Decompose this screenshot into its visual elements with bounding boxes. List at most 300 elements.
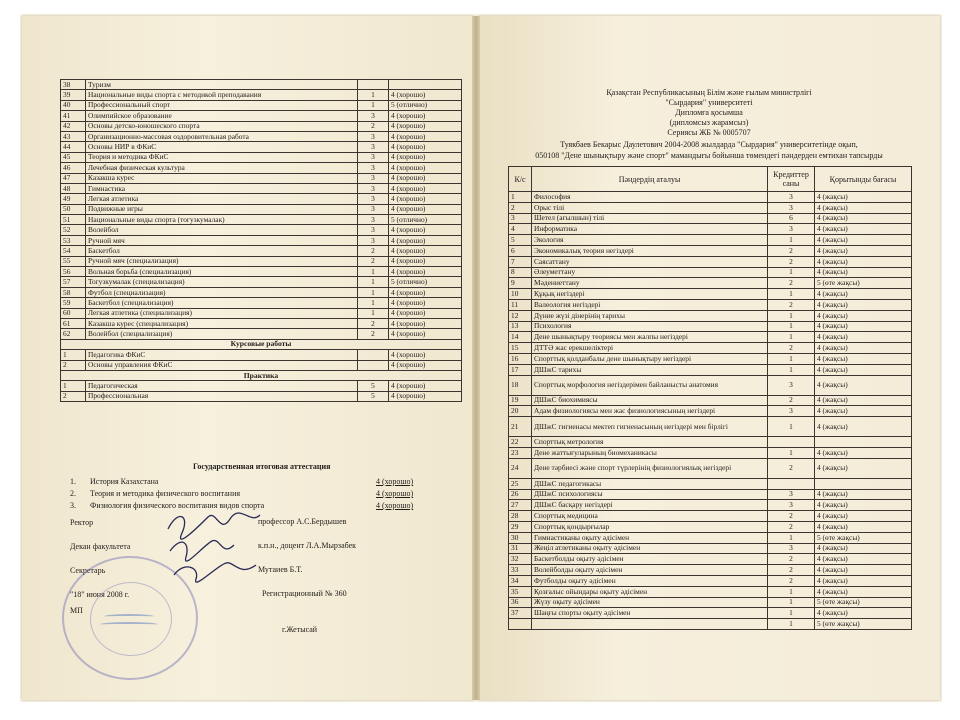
table-row [509, 245, 912, 256]
subject-name: Ручной мяч [86, 235, 358, 245]
table-row [61, 173, 462, 183]
table-row [61, 215, 462, 225]
subject-name: Жүзу оқыту әдісімен [532, 597, 768, 608]
grade-value: 4 (жақсы) [815, 608, 912, 619]
credit-value: 1 [358, 287, 389, 297]
table-row [61, 267, 462, 277]
grade-value: 4 (жақсы) [815, 406, 912, 417]
table-row [61, 381, 462, 391]
subject-name: Жеңіл атлетиканы оқыту әдісімен [532, 543, 768, 554]
row-number: 31 [509, 543, 532, 554]
subject-name: Құқық негіздері [532, 289, 768, 300]
table-row [61, 121, 462, 131]
credit-value: 3 [358, 215, 389, 225]
table-row [61, 90, 462, 100]
grade-value: 4 (хорошо) [389, 256, 462, 266]
subject-name: Спорттық морфология негіздерімен байланысты анатомия [532, 375, 768, 395]
credit-value: 1 [768, 586, 815, 597]
row-number: 40 [61, 100, 86, 110]
subject-name: Психология [532, 321, 768, 332]
grade-value: 4 (жақсы) [815, 364, 912, 375]
row-number: 44 [61, 142, 86, 152]
grade-value: 4 (хорошо) [389, 308, 462, 318]
grade-value: 4 (жақсы) [815, 489, 912, 500]
row-number: 61 [61, 318, 86, 328]
subject-name: Теория и методика ФКиС [86, 152, 358, 162]
subject-name: Спорттық метрология [532, 437, 768, 448]
row-number: 28 [509, 511, 532, 522]
table-row [509, 321, 912, 332]
grade-value: 4 (хорошо) [389, 111, 462, 121]
grade-value: 4 (жақсы) [815, 447, 912, 458]
credit-value: 3 [358, 235, 389, 245]
table-row [509, 521, 912, 532]
credit-value: 1 [768, 447, 815, 458]
row-number: 18 [509, 375, 532, 395]
row-number: 50 [61, 204, 86, 214]
row-number: 9 [509, 278, 532, 289]
row-number: 54 [61, 246, 86, 256]
secretary-label: Секретарь [70, 566, 106, 575]
row-number: 22 [509, 437, 532, 448]
col-credit-header: Кредиттер саны [768, 167, 815, 192]
row-number: 21 [509, 417, 532, 437]
row-number: 33 [509, 565, 532, 576]
subject-name: Баскетбол [86, 246, 358, 256]
credit-value: 3 [358, 194, 389, 204]
credit-value: 1 [358, 308, 389, 318]
table-row [509, 447, 912, 458]
grade-value [815, 437, 912, 448]
credit-value: 3 [358, 183, 389, 193]
table-row [61, 277, 462, 287]
secretary-name: Мутаиев Б.Т. [258, 565, 303, 574]
credit-value: 1 [768, 289, 815, 300]
row-number: 26 [509, 489, 532, 500]
row-number: 47 [61, 173, 86, 183]
subject-name: ДШжС басқару негіздері [532, 500, 768, 511]
row-number: 1 [509, 192, 532, 203]
grade-value: 4 (хорошо) [389, 267, 462, 277]
grade-value: 4 (жақсы) [815, 353, 912, 364]
table-row [509, 478, 912, 489]
credit-value: 2 [768, 458, 815, 478]
attestation-number: 2. [70, 489, 76, 498]
subject-name: Волейбол (специализация) [86, 329, 358, 339]
subject-name: Национальные виды спорта (тогузкумалак) [86, 215, 358, 225]
grade-value: 4 (жақсы) [815, 586, 912, 597]
table-row [61, 163, 462, 173]
grade-value: 4 (хорошо) [389, 350, 462, 360]
row-number: 42 [61, 121, 86, 131]
grade-value: 4 (жақсы) [815, 224, 912, 235]
row-number: 6 [509, 245, 532, 256]
table-row [509, 554, 912, 565]
mp-label: МП [70, 606, 83, 615]
subject-name: Экономикалық теория негіздері [532, 245, 768, 256]
grade-value: 4 (жақсы) [815, 202, 912, 213]
subject-name: Әлеуметтану [532, 267, 768, 278]
subject-name: Основы НИР в ФКиС [86, 142, 358, 152]
grade-value: 4 (хорошо) [389, 318, 462, 328]
row-number: 27 [509, 500, 532, 511]
grade-value: 5 (отлично) [389, 215, 462, 225]
university-heading: "Сырдария" университеті [665, 98, 753, 107]
row-number: 52 [61, 225, 86, 235]
registration-number: Регистрационный № 360 [262, 589, 347, 598]
grade-value: 4 (хорошо) [389, 235, 462, 245]
subject-name: Информатика [532, 224, 768, 235]
subject-name: Тогузкумалак (специализация) [86, 277, 358, 287]
city-text: г.Жетысай [282, 625, 318, 634]
table-row [509, 489, 912, 500]
table-row [61, 235, 462, 245]
grade-value: 4 (жақсы) [815, 543, 912, 554]
grade-value: 4 (жақсы) [815, 395, 912, 406]
subject-name: Валеология негіздері [532, 299, 768, 310]
subject-name: Баскетбол (специализация) [86, 298, 358, 308]
subject-name: Основы детско-юношеского спорта [86, 121, 358, 131]
credit-value: 3 [358, 131, 389, 141]
table-row [509, 437, 912, 448]
table-row [509, 267, 912, 278]
row-number: 2 [509, 202, 532, 213]
attestation-grade: 4 (хорошо) [376, 477, 414, 486]
credit-value: 2 [358, 246, 389, 256]
row-number: 29 [509, 521, 532, 532]
table-row [509, 458, 912, 478]
grade-value: 4 (жақсы) [815, 332, 912, 343]
row-number: 23 [509, 447, 532, 458]
grade-value: 4 (хорошо) [389, 152, 462, 162]
credit-value: 3 [768, 202, 815, 213]
credit-value: 3 [358, 225, 389, 235]
credit-value: 3 [768, 489, 815, 500]
grade-value: 5 (отлично) [389, 277, 462, 287]
subject-name: Туризм [86, 80, 358, 90]
credit-value: 1 [768, 310, 815, 321]
table-row [509, 353, 912, 364]
grade-value: 4 (жақсы) [815, 192, 912, 203]
credit-value: 6 [768, 213, 815, 224]
row-number: 46 [61, 163, 86, 173]
credit-value: 5 [358, 381, 389, 391]
table-row [509, 192, 912, 203]
subject-name: Спорттық қолданбалы дене шынықтыру негіздері [532, 353, 768, 364]
table-row [509, 597, 912, 608]
grade-value: 4 (жақсы) [815, 343, 912, 354]
grade-value: 5 (өте жақсы) [815, 278, 912, 289]
grade-value: 4 (жақсы) [815, 299, 912, 310]
table-row [61, 100, 462, 110]
attestation-subject: Физиология физического воспитания видов спорта [90, 501, 265, 510]
subject-name: Дене жаттығуларының биомеханикасы [532, 447, 768, 458]
subject-name: ДШжС биохимиясы [532, 395, 768, 406]
credit-value: 2 [358, 318, 389, 328]
table-row [61, 360, 462, 370]
credit-value: 2 [768, 511, 815, 522]
credit-value: 2 [358, 121, 389, 131]
row-number: 37 [509, 608, 532, 619]
grade-value: 4 (хорошо) [389, 287, 462, 297]
ministry-heading: Қазақстан Республикасының Білім және ғылым министрлігі [606, 88, 812, 97]
credit-value: 3 [358, 163, 389, 173]
row-number: 25 [509, 478, 532, 489]
subject-name: Профессиональная [86, 391, 358, 401]
credit-value: 3 [768, 406, 815, 417]
table-row [509, 224, 912, 235]
row-number: 51 [61, 215, 86, 225]
subject-name: Футболды оқыту әдісімен [532, 575, 768, 586]
credit-value [358, 350, 389, 360]
grade-value: 5 (өте жақсы) [815, 532, 912, 543]
row-number: 14 [509, 332, 532, 343]
grade-value: 4 (жақсы) [815, 458, 912, 478]
dean-name: к.п.н., доцент Л.А.Мырзабек [258, 541, 357, 550]
table-row [509, 202, 912, 213]
credit-value: 2 [358, 329, 389, 339]
attestation-grade: 4 (хорошо) [376, 501, 414, 510]
table-row [509, 375, 912, 395]
subject-name: Экология [532, 235, 768, 246]
invalid-note: (дипломсыз жарамсыз) [669, 118, 749, 127]
credit-value: 5 [358, 391, 389, 401]
table-row [509, 310, 912, 321]
row-number: 57 [61, 277, 86, 287]
specialty-line: 050108 "Дене шынықтыру және спорт" мамандығы бойынша төмендегі пәндерден емтихан тапсырды [535, 151, 883, 160]
grade-value: 4 (хорошо) [389, 183, 462, 193]
subject-name: ДТТӘ жас ерекшеліктері [532, 343, 768, 354]
table-row [61, 246, 462, 256]
credit-value: 2 [768, 554, 815, 565]
row-number: 56 [61, 267, 86, 277]
table-row [61, 298, 462, 308]
grade-value: 5 (өте жақсы) [815, 597, 912, 608]
subject-name: Подвижные игры [86, 204, 358, 214]
credit-value: 1 [768, 608, 815, 619]
grade-value: 5 (өте жақсы) [815, 619, 912, 630]
row-number: 16 [509, 353, 532, 364]
subject-name: Шетел (ағылшын) тілі [532, 213, 768, 224]
credit-value: 2 [358, 256, 389, 266]
table-row [509, 417, 912, 437]
table-row [509, 235, 912, 246]
series-number: Сериясы ЖБ № 0005707 [667, 128, 751, 137]
credit-value: 2 [768, 299, 815, 310]
subject-name: Организационно-массовая оздоровительная работа [86, 131, 358, 141]
table-row [61, 350, 462, 360]
table-row [509, 619, 912, 630]
table-row [61, 204, 462, 214]
subject-name: ДШжС педагогикасы [532, 478, 768, 489]
grade-value: 4 (хорошо) [389, 194, 462, 204]
supplement-heading: Дипломға қосымша [675, 108, 743, 117]
row-number: 19 [509, 395, 532, 406]
credit-value [768, 478, 815, 489]
table-row [509, 500, 912, 511]
subject-name: Философия [532, 192, 768, 203]
attestation-number: 3. [70, 501, 76, 510]
table-row [509, 332, 912, 343]
stamp-wave [104, 614, 154, 619]
subject-name: Футбол (специализация) [86, 287, 358, 297]
grade-value: 4 (жақсы) [815, 375, 912, 395]
table-row [509, 406, 912, 417]
table-row [61, 183, 462, 193]
attestation-number: 1. [70, 477, 76, 486]
credit-value: 3 [768, 500, 815, 511]
credit-value: 3 [768, 192, 815, 203]
subject-name: Вольная борьба (специализация) [86, 267, 358, 277]
credit-value: 2 [768, 565, 815, 576]
subject-name: Профессиональный спорт [86, 100, 358, 110]
table-row [509, 608, 912, 619]
subject-name: Орыс тілі [532, 202, 768, 213]
subject-name: Казакша курес [86, 173, 358, 183]
section-row [61, 339, 462, 349]
grade-value: 4 (жақсы) [815, 554, 912, 565]
credit-value: 1 [768, 267, 815, 278]
table-row [61, 142, 462, 152]
grade-value: 4 (жақсы) [815, 417, 912, 437]
col-number-header: К/с [509, 167, 532, 192]
credit-value: 2 [768, 575, 815, 586]
credit-value: 1 [768, 597, 815, 608]
row-number: 39 [61, 90, 86, 100]
table-row [61, 225, 462, 235]
subject-name: Ручной мяч (специализация) [86, 256, 358, 266]
signature-scribbles [160, 505, 270, 585]
grade-value [389, 80, 462, 90]
table-row [61, 287, 462, 297]
subject-name: Лечебная физическая культура [86, 163, 358, 173]
subject-name: Баскетболды оқыту әдісімен [532, 554, 768, 565]
credit-value: 1 [768, 353, 815, 364]
table-row [509, 543, 912, 554]
date-text: "18" июня 2008 г. [70, 590, 130, 599]
table-row [61, 152, 462, 162]
right-grades-table [508, 166, 912, 630]
subject-name: Легкая атлетика (специализация) [86, 308, 358, 318]
table-row [509, 364, 912, 375]
col-subject-header: Пәндердің аталуы [532, 167, 768, 192]
subject-name: Волейбол [86, 225, 358, 235]
row-number: 59 [61, 298, 86, 308]
table-row [61, 256, 462, 266]
credit-value: 2 [768, 521, 815, 532]
credit-value: 1 [358, 298, 389, 308]
row-number: 17 [509, 364, 532, 375]
subject-name: Гимнастика [86, 183, 358, 193]
attestation-subject: История Казахстана [90, 477, 159, 486]
credit-value: 1 [768, 619, 815, 630]
credit-value: 2 [768, 343, 815, 354]
table-row [509, 213, 912, 224]
row-number: 43 [61, 131, 86, 141]
credit-value [358, 80, 389, 90]
left-grades-table [60, 79, 462, 402]
subject-name: Адам физиологиясы мен жас физиологиясының негіздері [532, 406, 768, 417]
row-number: 1 [61, 350, 86, 360]
table-row [509, 299, 912, 310]
grade-value: 4 (жақсы) [815, 213, 912, 224]
grade-value: 4 (жақсы) [815, 289, 912, 300]
credit-value: 2 [768, 245, 815, 256]
subject-name: Қозғалыс ойындары оқыту әдісімен [532, 586, 768, 597]
credit-value: 3 [358, 142, 389, 152]
row-number: 34 [509, 575, 532, 586]
row-number: 5 [509, 235, 532, 246]
grade-value: 4 (жақсы) [815, 235, 912, 246]
row-number: 55 [61, 256, 86, 266]
grade-value: 4 (хорошо) [389, 90, 462, 100]
subject-name: ДШжС гигиенасы мектеп гигиенасының негіздері мен бірлігі [532, 417, 768, 437]
subject-name: Дене шынықтыру теориясы мен жалпы негіздері [532, 332, 768, 343]
grade-value: 4 (хорошо) [389, 131, 462, 141]
table-row [61, 318, 462, 328]
grade-value [815, 478, 912, 489]
subject-name [532, 619, 768, 630]
credit-value: 1 [768, 332, 815, 343]
attestation-grade: 4 (хорошо) [376, 489, 414, 498]
grade-value: 4 (хорошо) [389, 173, 462, 183]
table-row [509, 565, 912, 576]
row-number: 1 [61, 381, 86, 391]
row-number: 49 [61, 194, 86, 204]
grade-value: 4 (хорошо) [389, 121, 462, 131]
attestation-title: Государственная итоговая аттестация [193, 462, 331, 471]
table-row [61, 308, 462, 318]
grade-value: 4 (хорошо) [389, 204, 462, 214]
table-row [61, 111, 462, 121]
row-number: 41 [61, 111, 86, 121]
row-number: 32 [509, 554, 532, 565]
credit-value: 1 [768, 417, 815, 437]
row-number: 12 [509, 310, 532, 321]
section-title: Практика [61, 370, 462, 380]
grade-value: 4 (жақсы) [815, 575, 912, 586]
subject-name: Спорттық медицина [532, 511, 768, 522]
student-line: Туякбаев Бекарыс Даулетович 2004-2008 жылдарда "Сырдария" университетінде оқып, [560, 140, 858, 149]
table-header-row [509, 167, 912, 192]
subject-name: Национальные виды спорта с методикой преподавания [86, 90, 358, 100]
row-number: 60 [61, 308, 86, 318]
grade-value: 4 (жақсы) [815, 256, 912, 267]
subject-name: Казакша курес (специализация) [86, 318, 358, 328]
table-row [509, 343, 912, 354]
subject-name: Дене тәрбиесі және спорт түрлерінің физиологиялық негіздері [532, 458, 768, 478]
subject-name: Педагогика ФКиС [86, 350, 358, 360]
row-number: 11 [509, 299, 532, 310]
grade-value: 4 (хорошо) [389, 246, 462, 256]
row-number: 53 [61, 235, 86, 245]
row-number: 58 [61, 287, 86, 297]
subject-name: Педагогическая [86, 381, 358, 391]
credit-value: 3 [768, 224, 815, 235]
grade-value: 4 (хорошо) [389, 225, 462, 235]
row-number: 38 [61, 80, 86, 90]
table-row [61, 80, 462, 90]
credit-value: 1 [358, 90, 389, 100]
stamp-inner-ring [90, 582, 172, 656]
credit-value: 2 [768, 395, 815, 406]
col-grade-header: Қорытынды бағасы [815, 167, 912, 192]
credit-value: 3 [768, 375, 815, 395]
credit-value: 1 [768, 321, 815, 332]
row-number [509, 619, 532, 630]
grade-value: 4 (хорошо) [389, 163, 462, 173]
table-row [509, 278, 912, 289]
